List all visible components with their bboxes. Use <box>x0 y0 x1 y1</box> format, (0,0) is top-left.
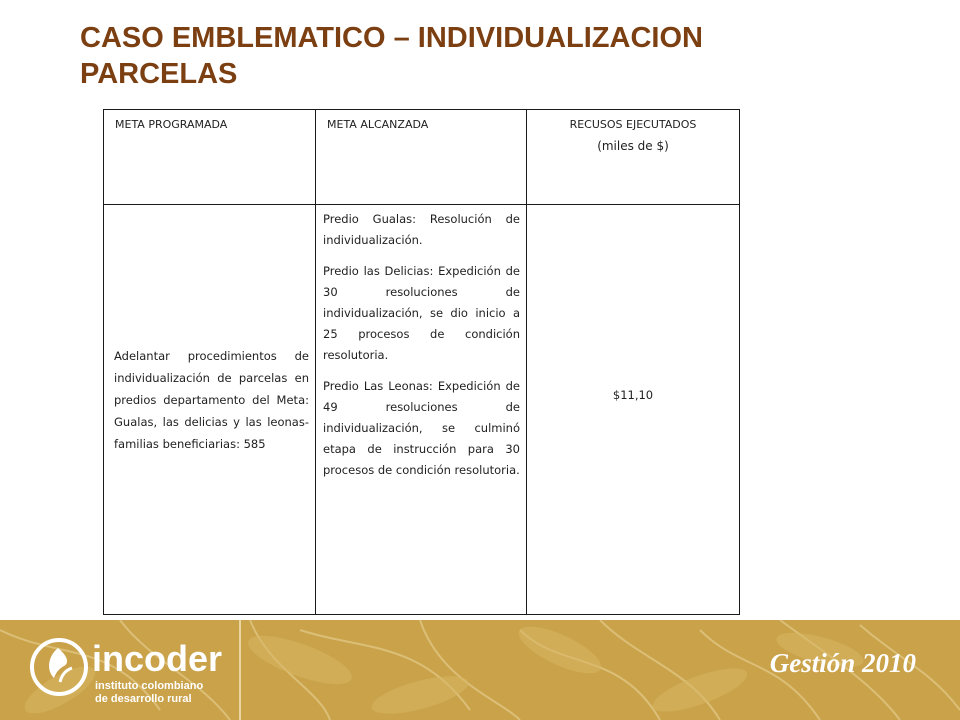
table-row <box>104 205 740 615</box>
meta-alcanzada-leonas: Predio Las Leonas: Expedición de 49 resoluciones de individualización, se culminó etapa de instrucción para 30 procesos de condición resolutoria. <box>323 379 520 477</box>
header-meta-alcanzada: META ALCANZADA <box>316 110 527 205</box>
goals-table <box>103 109 740 615</box>
slide-title <box>80 20 900 92</box>
footer-band <box>0 620 960 720</box>
logo-subtitle-line-2: de desarrollo rural <box>95 693 192 705</box>
cell-meta-programada: Adelantar procedimientos de individualización de parcelas en predios departamento del Meta: Gualas, las delicias y las leonas- familias beneficiarias: 585 <box>104 205 316 615</box>
header-recursos-line-2: (miles de $) <box>597 139 669 153</box>
table-header-row <box>104 110 740 205</box>
slide-title-line-2: PARCELAS <box>80 58 238 90</box>
meta-alcanzada-delicias: Predio las Delicias: Expedición de 30 resoluciones de individualización, se dio inicio a 25 procesos de condición resolutoria. <box>323 264 520 362</box>
header-recursos-line-1: RECUSOS EJECUTADOS <box>569 118 697 131</box>
cell-meta-alcanzada <box>316 205 527 615</box>
cell-recursos: $11,10 <box>527 205 740 615</box>
logo-subtitle-line-1: instituto colombiano <box>95 680 204 692</box>
incoder-leaf-icon <box>30 638 88 696</box>
slide-title-line-1: CASO EMBLEMATICO – INDIVIDUALIZACION <box>80 22 703 54</box>
logo-wordmark: incoder <box>92 638 223 679</box>
gestion-label: Gestión 2010 <box>769 648 916 678</box>
header-meta-programada: META PROGRAMADA <box>104 110 316 205</box>
meta-alcanzada-gualas: Predio Gualas: Resolución de individualización. <box>323 212 520 247</box>
header-recursos <box>527 110 740 205</box>
